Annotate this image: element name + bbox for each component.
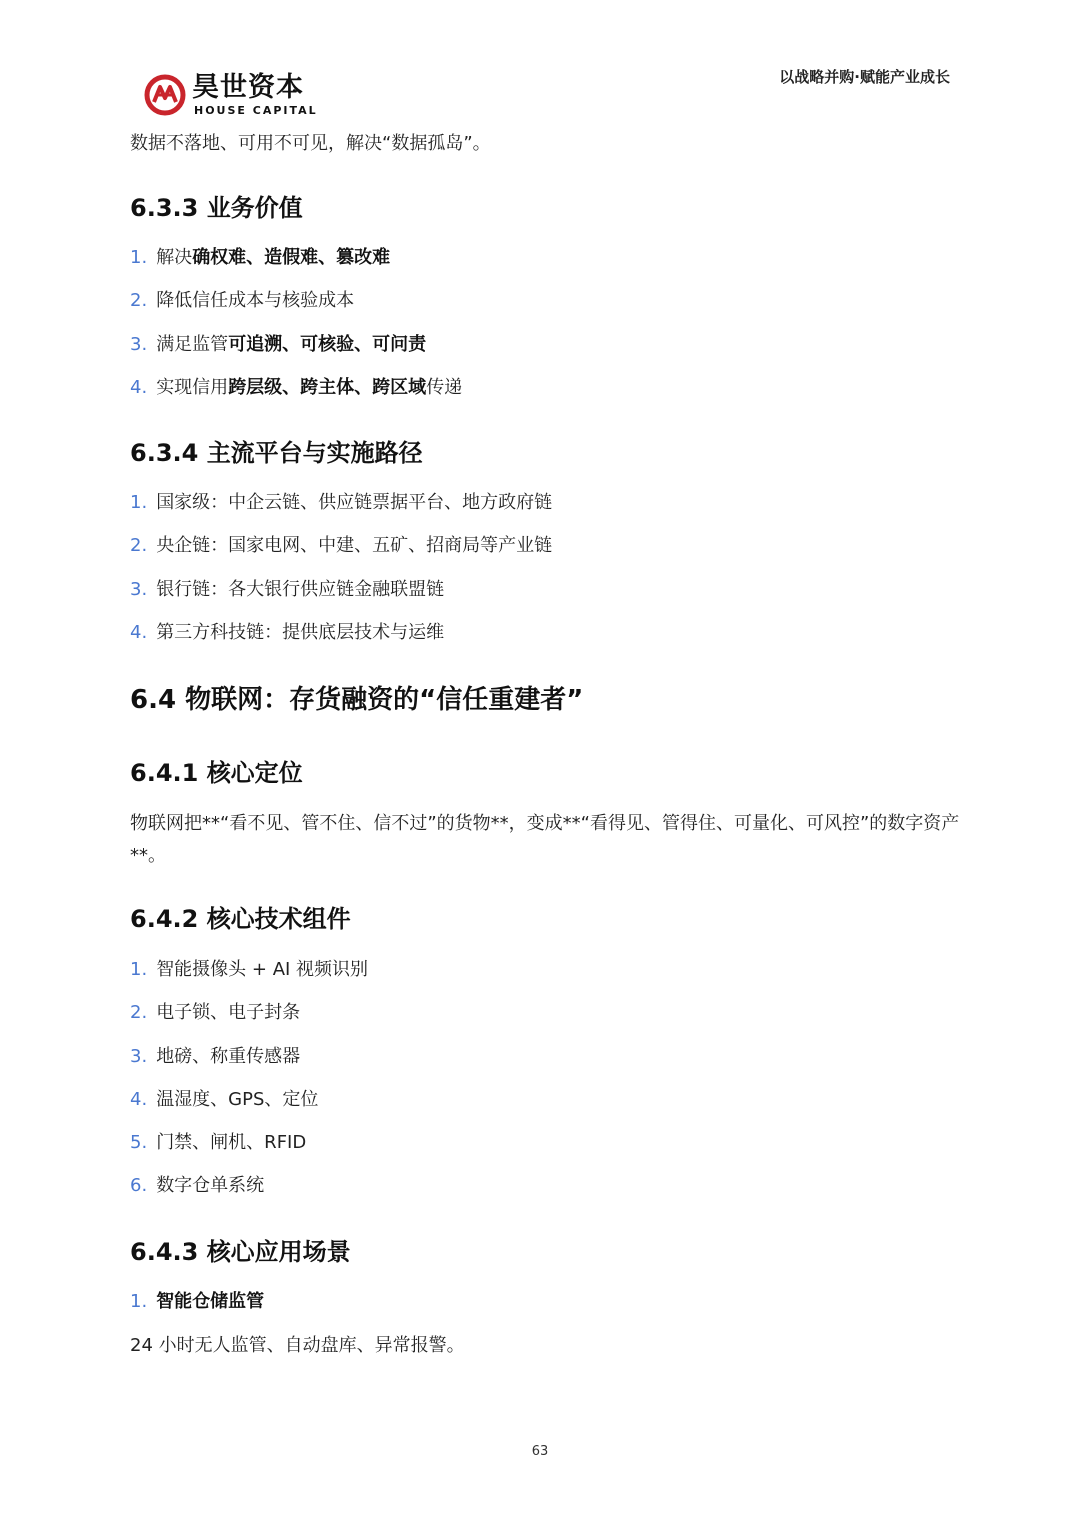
list-item: 3. 满足监管可追溯、可核验、可问责 [130,333,427,355]
section-heading-6-3-4: 6.3.4 主流平台与实施路径 [130,439,423,467]
list-item: 4. 第三方科技链：提供底层技术与运维 [130,621,445,643]
list-item: 1. 智能仓储监管 [130,1291,265,1312]
list-item: 4. 温湿度、GPS、定位 [130,1088,319,1110]
header-tagline: 以战略并购·赋能产业成长 [779,68,950,86]
list-item: 1. 国家级：中企云链、供应链票据平台、地方政府链 [130,492,553,513]
list-item: 4. 实现信用跨层级、跨主体、跨区域传递 [130,376,463,398]
list-item: 2. 央企链：国家电网、中建、五矿、招商局等产业链 [130,535,553,557]
logo-emblem-icon [144,74,186,116]
list-item: 6. 数字仓单系统 [130,1175,265,1197]
core-positioning-paragraph: 物联网把**“看不见、管不住、信不过”的货物**，变成**“看得见、管得住、可量化、可风控”的数字资产**。 [130,813,960,866]
section-heading-6-4-1: 6.4.1 核心定位 [130,759,303,787]
logo-english-name: HOUSE CAPITAL [194,104,318,117]
intro-paragraph: 数据不落地、可用不可见，解决“数据孤岛”。 [130,133,491,154]
section-heading-6-4-2: 6.4.2 核心技术组件 [130,905,351,933]
business-value-list [130,245,950,401]
logo-chinese-name: 昊世资本 [192,72,304,103]
list-item: 3. 银行链：各大银行供应链金融联盟链 [130,578,445,600]
house-capital-logo [144,72,324,120]
application-scenario-list [130,1289,950,1315]
section-heading-6-3-3: 6.3.3 业务价值 [130,194,303,222]
scenario-description: 24 小时无人监管、自动盘库、异常报警。 [130,1335,465,1356]
list-item: 3. 地磅、称重传感器 [130,1045,301,1067]
section-heading-6-4: 6.4 物联网：存货融资的“信任重建者” [130,685,584,715]
list-item: 2. 电子锁、电子封条 [130,1002,301,1024]
list-item: 5. 门禁、闸机、RFID [130,1132,307,1154]
list-item: 1. 解决确权难、造假难、篡改难 [130,247,391,268]
list-item: 2. 降低信任成本与核验成本 [130,290,355,312]
section-heading-6-4-3: 6.4.3 核心应用场景 [130,1238,351,1266]
tech-components-list [130,957,950,1199]
platform-path-list [130,490,950,646]
list-item: 1. 智能摄像头 + AI 视频识别 [130,959,369,980]
page-number: 63 [531,1444,549,1459]
